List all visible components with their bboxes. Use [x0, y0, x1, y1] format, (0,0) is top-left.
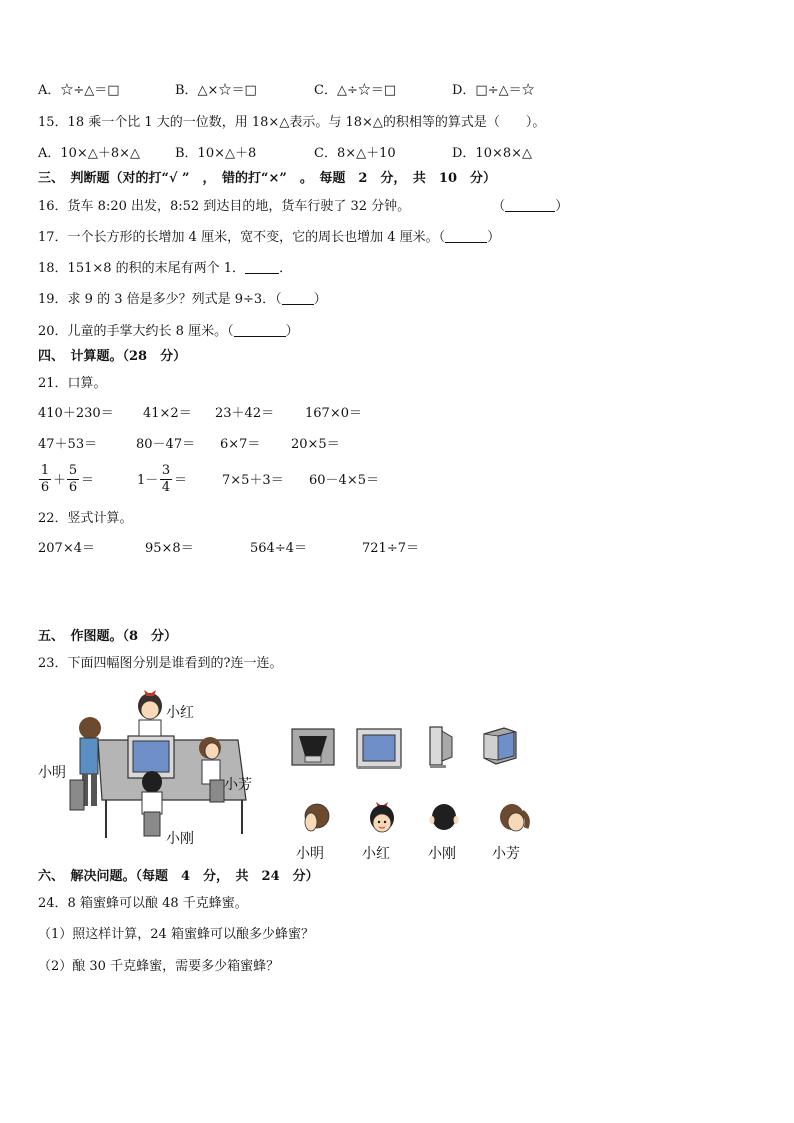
q18-question: 18．151×8 的积的末尾有两个 1． ．: [38, 261, 293, 276]
q17-answer-blank[interactable]: [445, 228, 487, 243]
vertical-calc-item: 95×8＝: [145, 541, 194, 556]
oral-calc-item: 41×2＝: [143, 406, 192, 421]
vertical-calc-item: 207×4＝: [38, 541, 95, 556]
table-scene-illustration: [60, 684, 250, 844]
section5-heading: 五、 作图题。（8 分）: [38, 629, 178, 644]
fraction-one-sixth: 1 6: [40, 463, 50, 495]
q16-answer-blank[interactable]: [505, 197, 555, 212]
q15-option-c: C．8×△＋10: [314, 146, 396, 161]
oral-calc-item: 60－4×5＝: [309, 473, 379, 488]
q24-sub1: （1）照这样计算，24 箱蜜蜂可以酿多少蜂蜜？: [38, 927, 314, 942]
equals-sign: ＝: [174, 473, 188, 488]
scene-label-right: 小芳: [224, 777, 252, 793]
fraction-three-quarters: 3 4: [161, 463, 171, 495]
q17-question: 17．一个长方形的长增加 4 厘米，宽不变，它的周长也增加 4 厘米。（ ）: [38, 230, 501, 245]
oral-calc-item: 47＋53＝: [38, 437, 98, 452]
section4-heading: 四、 计算题。（28 分）: [38, 349, 187, 364]
oral-calc-item: 80－47＝: [136, 437, 196, 452]
oral-calc-item: 6×7＝: [220, 437, 261, 452]
q23-title: 23．下面四幅图分别是谁看到的?连一连。: [38, 656, 283, 671]
oral-calc-item: 7×5＋3＝: [222, 473, 284, 488]
scene-label-bottom: 小刚: [166, 831, 194, 847]
q14-option-b: B．△×☆＝□: [175, 83, 257, 98]
oral-calc-item: 410＋230＝: [38, 406, 114, 421]
answer-label-xiaohong: 小红: [362, 846, 390, 862]
q14-option-c: C．△÷☆＝□: [314, 83, 397, 98]
xiaoming-head-icon[interactable]: [303, 802, 331, 836]
equals-sign: ＝: [81, 473, 95, 488]
section6-heading: 六、 解决问题。（每题 4 分， 共 24 分）: [38, 869, 319, 884]
q24-question: 24．8 箱蜜蜂可以酿 48 千克蜂蜜。: [38, 896, 248, 911]
q16-question: 16．货车 8:20 出发，8:52 到达目的地，货车行驶了 32 分钟。 （ ）: [38, 199, 569, 214]
q15-option-a: A．10×△＋8×△: [38, 146, 140, 161]
oral-calc-item: 23＋42＝: [215, 406, 275, 421]
monitor-back-view-icon[interactable]: [291, 728, 335, 766]
oral-calc-item: 167×0＝: [305, 406, 362, 421]
q24-sub2: （2）酿 30 千克蜂蜜，需要多少箱蜜蜂？: [38, 959, 280, 974]
q22-title: 22．竖式计算。: [38, 511, 133, 526]
monitor-angled-view-icon[interactable]: [482, 724, 520, 766]
answer-label-xiaofang: 小芳: [492, 846, 520, 862]
section3-heading: 三、 判断题（对的打“√ ” ， 错的打“×” 。 每题 2 分， 共 10 分）: [38, 171, 497, 186]
q15-option-b: B．10×△＋8: [175, 146, 257, 161]
q19-answer-blank[interactable]: [282, 290, 314, 305]
one-minus: 1－: [137, 473, 159, 488]
q19-question: 19．求 9 的 3 倍是多少？列式是 9÷3．（ ）: [38, 292, 327, 307]
q14-option-d: D．□÷△＝☆: [452, 83, 535, 98]
monitor-front-view-icon[interactable]: [356, 728, 402, 770]
q21-title: 21．口算。: [38, 376, 107, 391]
xiaohong-head-icon[interactable]: [368, 800, 396, 836]
answer-label-xiaoming: 小明: [296, 846, 324, 862]
q15-question: 15．18 乘一个比 1 大的一位数，用 18×△表示。与 18×△的积相等的算式是（ ）。: [38, 115, 546, 130]
plus-sign: ＋: [53, 473, 67, 488]
vertical-calc-item: 721÷7＝: [362, 541, 419, 556]
q20-answer-blank[interactable]: [234, 322, 286, 337]
q14-option-a: A．☆÷△＝□: [38, 83, 120, 98]
xiaofang-head-icon[interactable]: [498, 802, 530, 838]
xiaogang-head-icon[interactable]: [430, 802, 458, 836]
vertical-calc-item: 564÷4＝: [250, 541, 307, 556]
scene-label-top: 小红: [166, 705, 194, 721]
q20-question: 20．儿童的手掌大约长 8 厘米。（ ）: [38, 324, 299, 339]
answer-label-xiaogang: 小刚: [428, 846, 456, 862]
q18-answer-blank[interactable]: [245, 259, 279, 274]
oral-calc-item: 20×5＝: [291, 437, 340, 452]
q15-option-d: D．10×8×△: [452, 146, 533, 161]
scene-label-left: 小明: [38, 765, 66, 781]
monitor-side-view-icon[interactable]: [428, 725, 456, 769]
fraction-five-sixths: 5 6: [68, 463, 78, 495]
